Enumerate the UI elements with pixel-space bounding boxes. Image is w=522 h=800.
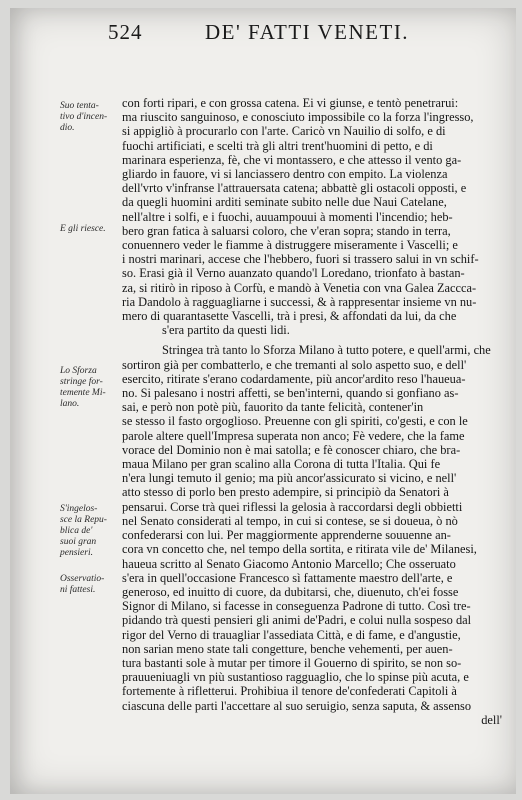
text-line: za, si ritirò in riposo à Corfù, e mandò à Venetia con vna Galea Zaccca- xyxy=(122,280,477,295)
text-line: sortiron già per combatterlo, e che tremanti al solo aspetto suo, e dell' xyxy=(122,357,467,372)
text-line: marinara esperienza, fè, che vi montassero, e che attesso il vento ga- xyxy=(122,152,462,167)
text-line: conuennero veder le fiamme à distruggere miseramente i Vascelli; e xyxy=(122,238,458,253)
text-line: con forti ripari, e con grossa catena. Ei vi giunse, e tentò penetrarui: xyxy=(122,96,459,110)
page-number: 524 xyxy=(108,20,143,44)
text-line: Signor di Milano, si facesse in conseguenza Padrone di tutto. Così tre- xyxy=(122,599,471,614)
text-line: esercito, ritirate s'erano codardamente, più ancor'ardito reso l'haueua- xyxy=(122,371,466,386)
text-line: bero gran fatica à saluarsi coloro, che v'eran sopra; stando in terra, xyxy=(122,223,451,238)
margin-note-osservationi: Osservatio- ni fattesi. xyxy=(60,574,105,595)
text-line: nel Senato considerati al tempo, in cui si contese, se si doueua, ò nò xyxy=(122,513,458,528)
paragraph-2 xyxy=(122,343,502,712)
text-line: non sarian meno state tali congetture, benche vehementi, per auen- xyxy=(122,641,453,656)
margin-note-e-gli-riesce: E gli riesce. xyxy=(60,224,106,234)
text-line: da quegli huomini arditi seminate subito nelle due Naui Catelane, xyxy=(122,195,447,210)
text-line: mero di quarantasette Vascelli, trà i presi, & affondati da lui, da che xyxy=(122,309,457,324)
text-line: ciascuna delle parti l'accettare al suo seruigio, senza saputa, & assenso xyxy=(122,698,472,713)
running-title: DE' FATTI VENETI. xyxy=(205,20,410,44)
text-line: ria Dandolo à ragguagliarne i successi, & à rappresentar insieme vn nu- xyxy=(122,294,477,309)
page-header xyxy=(10,8,516,42)
paragraph-1 xyxy=(122,96,502,337)
text-line: confederarsi con lui. Per maggiormente apprenderne souuenne an- xyxy=(122,528,451,543)
text-line: atto stesso di porlo ben presto adempire, si principiò da Senatori à xyxy=(122,485,449,500)
text-line: tura bastanti sole à mutar per timore il Gouerno di spirito, se non so- xyxy=(122,655,462,670)
text-line: pidando trà questi pensieri gli animi de'Padri, e colui nulla sospeso dal xyxy=(122,613,472,628)
text-line: no. Si palesano i nostri affetti, se ben'interni, quando si gonfiano as- xyxy=(122,386,459,401)
text-line: so. Erasi già il Verno auanzato quando'l Loredano, trionfato à bastan- xyxy=(122,266,465,281)
text-line: si appigliò à procurarlo con l'arte. Caricò vn Nauilio di solfo, e di xyxy=(122,124,446,139)
text-line: gliardo in fauore, vi si lanciassero dentro con empito. La violenza xyxy=(122,167,448,182)
margin-note-suo-tentativo: Suo tenta- tivo d'incen- dio. xyxy=(60,101,108,133)
text-line: generoso, ed inuitto di cuore, da dubitarsi, che, diuenuto, ch'ei fosse xyxy=(122,584,459,599)
text-line: prauueniuagli vn più sustantioso ragguaglio, che lo spinse più acuta, e xyxy=(122,670,469,685)
text-line: dell'vrto v'infranse l'attrauersata catena; abbattè gli ostacoli opposti, e xyxy=(122,181,467,196)
book-page xyxy=(10,8,516,794)
body-text xyxy=(122,96,502,727)
text-line: parole altere quell'Impresa superata non anco; Fè vedere, che la fame xyxy=(122,428,465,443)
text-line: sai, e però non potè più, fauorito da tante felicità, contener'in xyxy=(122,400,424,415)
margin-note-s-ingelosisce: S'ingelos- sce la Repu- blica de' suoi gran pensieri. xyxy=(60,504,107,558)
text-line: se stesso il fasto orgoglioso. Preuenne con gli spiriti, co'gesti, e con le xyxy=(122,414,468,429)
text-line: nell'altre i solfi, e i fuochi, auuampouui à momenti l'incendio; heb- xyxy=(122,209,453,224)
text-line: maua Milano per gran scalino alla Corona di tutta l'Italia. Qui fe xyxy=(122,457,441,472)
text-line: s'era in quell'occasione Francesco sì fattamente maestro dell'arte, e xyxy=(122,570,453,585)
text-line: Stringea trà tanto lo Sforza Milano à tutto potere, e quell'armi, che xyxy=(162,343,491,358)
text-line: cora vn concetto che, nel tempo della sortita, e ritirata vile de' Milanesi, xyxy=(122,542,477,557)
text-line: haueua scritto al Senato Giacomo Antonio Marcello; Che osseruato xyxy=(122,556,456,571)
text-line: fuochi artificiati, e scelti trà gli altri trent'huomini di petto, e di xyxy=(122,138,433,153)
text-line: rigor del Verno di trauagliar l'assediata Città, e di fame, e d'angustie, xyxy=(122,627,461,642)
text-line: vorace del Dominio non è mai satolla; e fè conoscer chiaro, che bra- xyxy=(122,442,461,457)
text-line: pensarui. Corse trà quei riflessi la gelosia à raccordarsi degli obbietti xyxy=(122,499,463,514)
text-line: i nostri marinari, accese che l'hebbero, fuori si trassero salui in vn schif- xyxy=(122,252,479,267)
margin-note-lo-sforza: Lo Sforza stringe for- temente Mi- lano. xyxy=(60,366,106,409)
text-line: ma riuscito sanguinoso, e conosciuto impossibile co la forza l'ingresso, xyxy=(122,110,474,125)
text-line: n'era lungi temuto il genio; ma più ancor'assicurato si vicino, e nell' xyxy=(122,471,457,486)
catchword: dell' xyxy=(481,712,502,727)
text-line: s'era partito da questi lidi. xyxy=(162,323,290,338)
text-line: fortemente à rifletterui. Prohibiua il tenore de'confederati Capitoli à xyxy=(122,684,457,699)
